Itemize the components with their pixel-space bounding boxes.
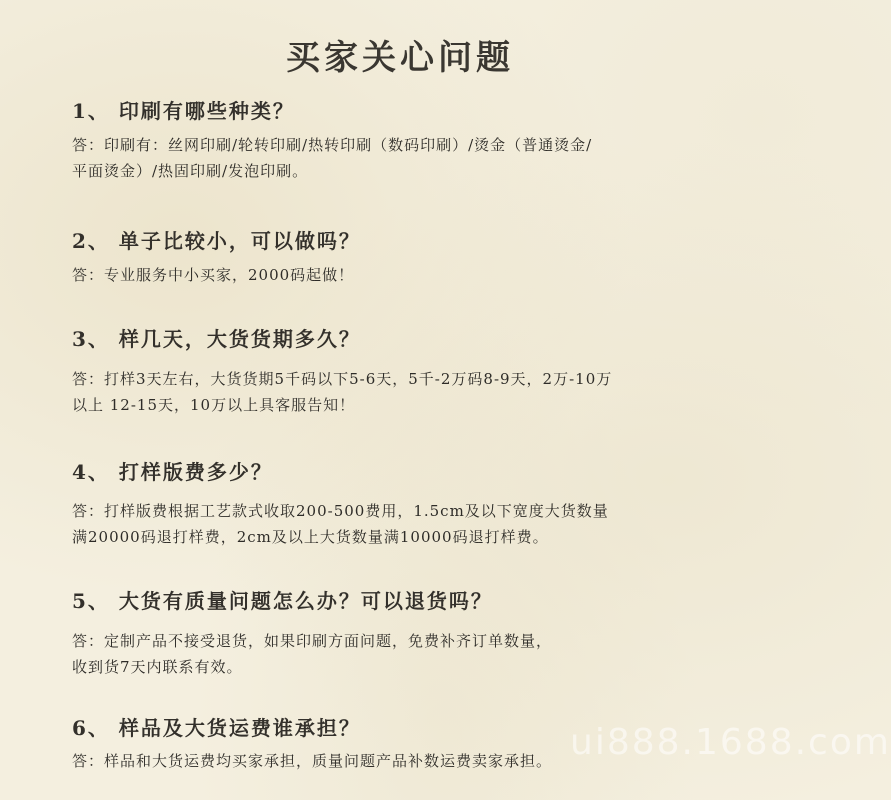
faq-answer-4 [72, 498, 752, 550]
faq-answer-1 [72, 132, 752, 184]
faq-answer-1-line-1: 答：印刷有：丝网印刷/轮转印刷/热转印刷（数码印刷）/烫金（普通烫金/ [72, 136, 593, 154]
faq-answer-3-line-1: 答：打样3天左右，大货货期5千码以下5-6天，5千-2万码8-9天，2万-10万 [72, 370, 613, 388]
faq-question-2: 2、 单子比较小，可以做吗？ [72, 229, 361, 253]
faq-question-1: 1、 印刷有哪些种类？ [72, 99, 295, 123]
faq-answer-1-line-2: 平面烫金）/热固印刷/发泡印刷。 [72, 162, 309, 180]
faq-answer-6-line-1: 答：样品和大货运费均买家承担，质量问题产品补数运费卖家承担。 [72, 752, 553, 770]
faq-answer-3-line-2: 以上 12-15天，10万以上具客服告知！ [72, 396, 356, 414]
faq-answer-5-line-2: 收到货7天内联系有效。 [72, 658, 243, 676]
faq-answer-4-line-1: 答：打样版费根据工艺款式收取200-500费用，1.5cm及以下宽度大货数量 [72, 502, 609, 520]
faq-question-3: 3、 样几天，大货货期多久？ [72, 327, 361, 351]
faq-question-4: 4、 打样版费多少？ [72, 460, 273, 484]
faq-question-6: 6、 样品及大货运费谁承担？ [72, 716, 361, 740]
faq-answer-2 [72, 262, 752, 288]
faq-answer-3 [72, 366, 752, 418]
page-title: 买家关心问题 [286, 38, 514, 78]
faq-answer-2-line-1: 答：专业服务中小买家，2000码起做！ [72, 266, 355, 284]
faq-answer-4-line-2: 满20000码退打样费，2cm及以上大货数量满10000码退打样费。 [72, 528, 549, 546]
faq-answer-5-line-1: 答：定制产品不接受退货，如果印刷方面问题，免费补齐订单数量， [72, 632, 553, 650]
watermark-text: ui888.1688.com [570, 722, 891, 763]
faq-answer-5 [72, 628, 752, 680]
faq-question-5: 5、 大货有质量问题怎么办？可以退货吗？ [72, 589, 493, 613]
